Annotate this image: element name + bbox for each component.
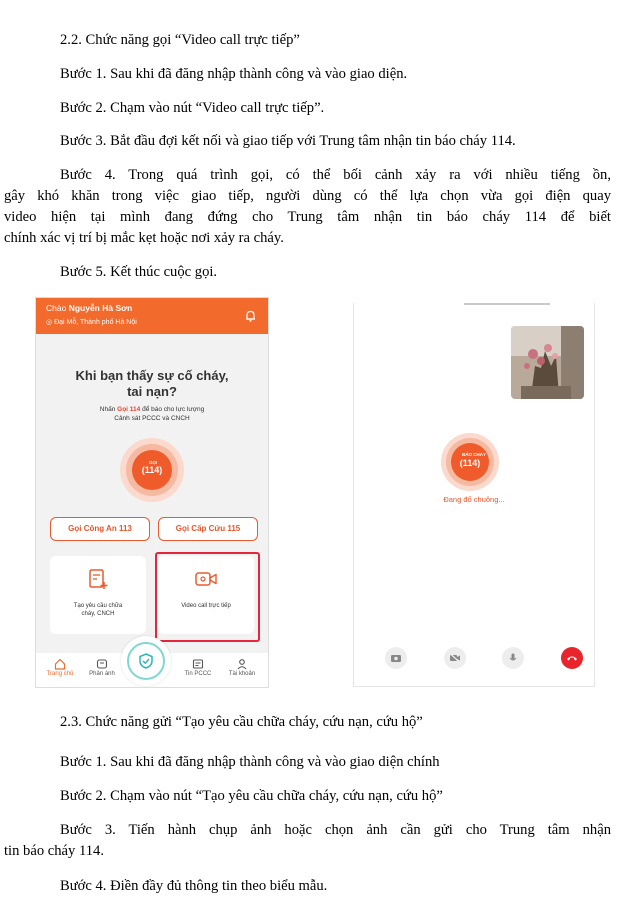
call-114-button[interactable] xyxy=(132,450,172,490)
shield-check-icon xyxy=(137,652,155,670)
end-call-icon xyxy=(566,653,578,663)
create-request-card[interactable] xyxy=(50,556,146,634)
call-police-button[interactable]: Gọi Công An 113 xyxy=(50,517,150,541)
step-5: Bước 5. Kết thúc cuộc gọi. xyxy=(60,264,218,280)
app-header xyxy=(36,298,268,334)
video-toggle-button[interactable] xyxy=(444,647,466,669)
request-card-label-line-1: Tạo yêu cầu chữa xyxy=(73,603,123,609)
step-4-line-3: video hiện tại mình đang đứng cho Trung tâm nhận tin báo cháy 114 để biết xyxy=(4,209,611,225)
user-name: Nguyễn Hà Sơn xyxy=(68,303,133,313)
s23-step-3-line-2: tin báo cháy 114. xyxy=(4,843,104,859)
prompt-description-line-2: Cảnh sát PCCC và CNCH xyxy=(114,415,190,422)
user-icon xyxy=(236,658,248,670)
s23-step-4: Bước 4. Điền đầy đủ thông tin theo biểu mẫu. xyxy=(60,878,328,894)
camera-icon xyxy=(390,653,402,663)
request-form-icon xyxy=(87,568,109,590)
feedback-icon xyxy=(96,658,108,670)
prompt-title-line-2: tai nạn? xyxy=(127,384,177,399)
location-pin-icon: ◎ xyxy=(46,319,55,326)
report-number: (114) xyxy=(459,458,481,468)
nav-news[interactable] xyxy=(178,658,218,677)
step-4-line-1: Bước 4. Trong quá trình gọi, có thể bối cảnh xảy ra với nhiều tiếng ồn, xyxy=(60,167,611,183)
home-icon xyxy=(54,658,66,670)
call-number: (114) xyxy=(141,465,163,475)
prompt-description xyxy=(36,405,268,414)
self-video-image xyxy=(511,326,584,399)
s23-step-2: Bước 2. Chạm vào nút “Tạo yêu cầu chữa cháy, cứu nạn, cứu hộ” xyxy=(60,788,443,804)
center-shield-button[interactable] xyxy=(121,636,171,686)
location xyxy=(46,318,137,326)
section-2-3-heading: 2.3. Chức năng gửi “Tạo yêu cầu chữa cháy, cứu nạn, cứu hộ” xyxy=(60,714,423,730)
self-video-preview xyxy=(511,326,584,399)
video-card-label: Video call trực tiếp xyxy=(181,603,231,609)
call-status: Đang đổ chuông... xyxy=(443,495,505,504)
camera-button[interactable] xyxy=(385,647,407,669)
greeting-label: Chào xyxy=(46,303,67,313)
section-2-2-heading: 2.2. Chức năng gọi “Video call trực tiếp” xyxy=(60,32,300,48)
app-call-screenshot xyxy=(353,303,595,687)
desc-suffix: để báo cho lực lượng xyxy=(142,406,205,413)
desc-prefix: Nhấn xyxy=(99,406,116,413)
location-text: Đại Mỗ, Thành phố Hà Nội xyxy=(54,319,137,326)
nav-home[interactable] xyxy=(40,658,80,677)
call-number-text: 114 xyxy=(144,465,160,475)
end-call-button[interactable] xyxy=(561,647,583,669)
prompt-title-line-1: Khi bạn thấy sự cố cháy, xyxy=(75,368,229,383)
nav-news-label: Tin PCCC xyxy=(184,671,212,677)
step-2: Bước 2. Chạm vào nút “Video call trực tiếp”. xyxy=(60,100,325,116)
desc-highlight: Gọi 114 xyxy=(117,406,141,413)
nav-feedback[interactable] xyxy=(82,658,122,677)
highlight-box xyxy=(155,552,260,642)
app-home-screenshot xyxy=(35,297,269,688)
report-badge: BÁO CHÁY xyxy=(462,452,487,457)
call-ambulance-button[interactable]: Gọi Cấp Cứu 115 xyxy=(158,517,258,541)
call-small-label: GỌI xyxy=(149,460,158,465)
news-icon xyxy=(192,658,204,670)
nav-account[interactable] xyxy=(222,658,262,677)
step-1: Bước 1. Sau khi đã đăng nhập thành công và vào giao diện. xyxy=(60,66,408,82)
s23-step-3-line-1: Bước 3. Tiến hành chụp ảnh hoặc chọn ảnh cần gửi cho Trung tâm nhận xyxy=(60,822,611,838)
report-number-text: 114 xyxy=(462,458,478,468)
top-bar xyxy=(464,303,550,305)
nav-home-label: Trang chủ xyxy=(46,671,74,677)
microphone-button[interactable] xyxy=(502,647,524,669)
request-card-label-line-2: cháy, CNCH xyxy=(81,611,115,617)
step-3: Bước 3. Bắt đầu đợi kết nối và giao tiếp với Trung tâm nhận tin báo cháy 114. xyxy=(60,133,516,149)
bell-icon[interactable] xyxy=(245,310,256,322)
microphone-icon xyxy=(507,653,519,663)
video-off-icon xyxy=(449,653,461,663)
shield-ring xyxy=(127,642,165,680)
nav-account-label: Tài khoản xyxy=(228,671,256,677)
s23-step-1: Bước 1. Sau khi đã đăng nhập thành công và vào giao diện chính xyxy=(60,754,440,770)
step-4-line-4: chính xác vị trí bị mắc kẹt hoặc nơi xảy ra cháy. xyxy=(4,230,284,246)
nav-feedback-label: Phản ánh xyxy=(89,671,115,677)
step-4-line-2: gây khó khăn trong việc giao tiếp, người dùng có thể lựa chọn vừa gọi điện quay xyxy=(4,188,611,204)
report-114-button xyxy=(451,443,489,481)
greeting xyxy=(46,303,132,313)
